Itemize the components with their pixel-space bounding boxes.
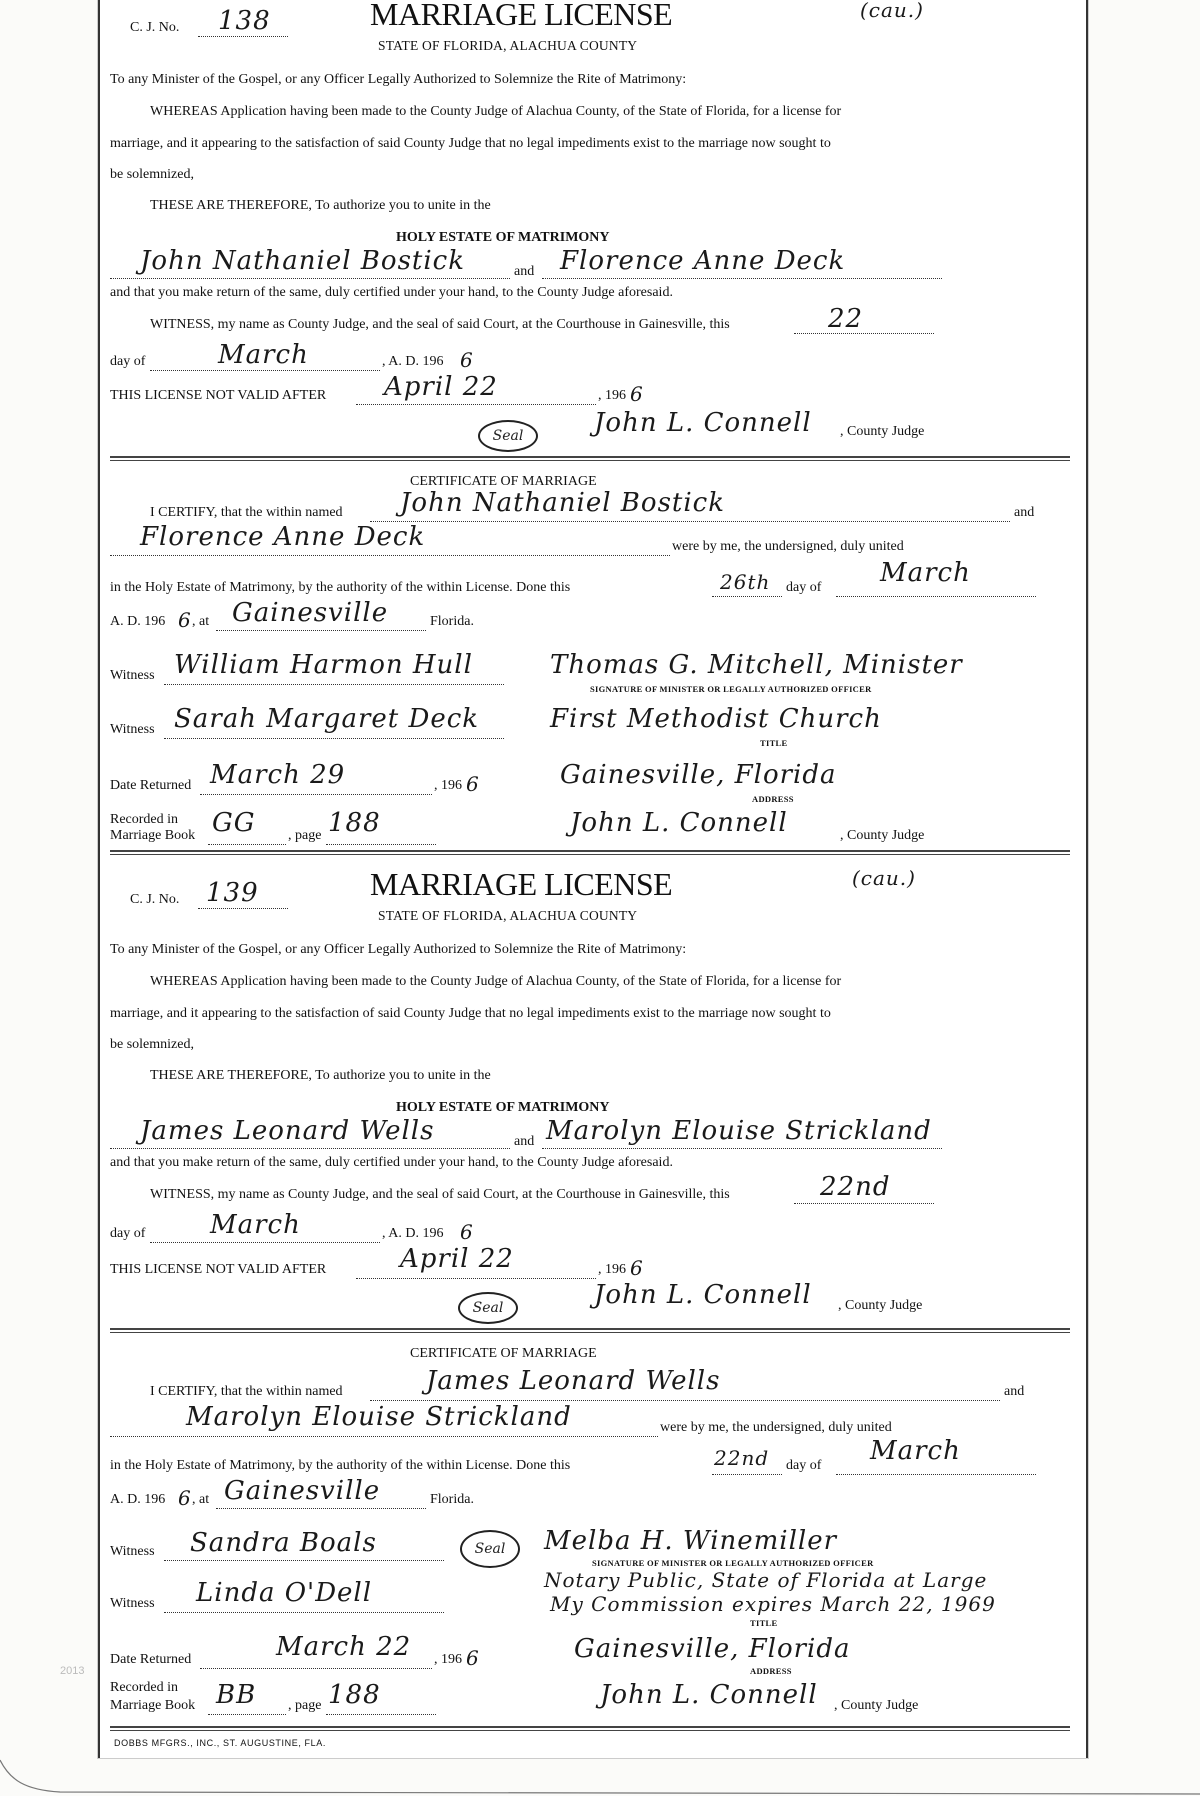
license-title-2: MARRIAGE LICENSE — [370, 866, 673, 902]
at-label-2: , at — [192, 1492, 210, 1507]
certify-label: I CERTIFY, that the within named — [150, 505, 343, 520]
bride-name: Florence Anne Deck — [560, 246, 846, 276]
address-caption-2: ADDRESS — [750, 1666, 792, 1676]
title-caption-2: TITLE — [750, 1618, 778, 1628]
witness1-label-2: Witness — [110, 1544, 155, 1559]
return-line: and that you make return of the same, duly certified under your hand, to the County Judge aforesaid. — [110, 285, 673, 300]
whereas-line-1: WHEREAS Application having been made to the County Judge of Alachua County, of the State of Florida, for a license for — [150, 104, 842, 119]
done-month-line-2 — [836, 1474, 1036, 1475]
place-line — [216, 630, 426, 631]
witness2: Sarah Margaret Deck — [174, 704, 480, 734]
therefore-line: THESE ARE THEREFORE, To authorize you to unite in the — [150, 198, 491, 213]
year-digit-2: 6 — [460, 1220, 474, 1244]
county-judge-label: , County Judge — [840, 424, 925, 439]
address-value: Gainesville, Florida — [560, 760, 837, 790]
recorded-in-2: Recorded in — [110, 1680, 179, 1695]
returned-year-prefix-2: , 196 — [434, 1652, 462, 1667]
witness2-label-2: Witness — [110, 1596, 155, 1611]
side-watermark: 2013 — [60, 1665, 85, 1677]
page-line-2 — [326, 1714, 436, 1715]
corner-note: (cau.) — [860, 0, 924, 22]
witness1-label: Witness — [110, 668, 155, 683]
recorded-in: Recorded in — [110, 812, 179, 827]
not-valid-line — [356, 404, 596, 405]
title-caption: TITLE — [760, 738, 788, 748]
witness2-2: Linda O'Dell — [196, 1578, 373, 1608]
not-valid-year-prefix-2: , 196 — [598, 1262, 626, 1277]
florida-label: Florida. — [430, 614, 474, 629]
license-subtitle: STATE OF FLORIDA, ALACHUA COUNTY — [378, 38, 638, 53]
done-day-line — [712, 596, 782, 597]
bride-line-2 — [542, 1148, 942, 1149]
ad-label-2: , A. D. 196 — [382, 1226, 444, 1241]
whereas-line-2: marriage, and it appearing to the satisfaction of said County Judge that no legal impediments exist to the marriage now sought to — [110, 136, 831, 151]
cert-judge-signature: John L. Connell — [570, 808, 788, 838]
and-word-2: and — [514, 1134, 535, 1149]
cert-year-digit: 6 — [178, 608, 192, 632]
place: Gainesville — [232, 598, 389, 628]
not-valid-label: THIS LICENSE NOT VALID AFTER — [110, 388, 327, 403]
were-united: were by me, the undersigned, duly united — [672, 539, 904, 554]
page-label-2: , page — [288, 1698, 322, 1713]
book-value: GG — [212, 808, 256, 838]
witness2-line — [164, 738, 504, 739]
cert-and-2: and — [1004, 1384, 1025, 1399]
page-curl-edge — [0, 1720, 1200, 1796]
witness-day-2: 22nd — [820, 1172, 891, 1202]
place-line-2 — [216, 1508, 426, 1509]
month-line — [150, 370, 380, 371]
day-of-2: day of — [786, 1458, 822, 1473]
return-line-2: and that you make return of the same, duly certified under your hand, to the County Judge aforesaid. — [110, 1155, 673, 1170]
at-label: , at — [192, 614, 210, 629]
holy-estate-line: in the Holy Estate of Matrimony, by the authority of the within License. Done this — [110, 580, 571, 595]
done-day-line-2 — [712, 1474, 782, 1475]
groom-line — [110, 278, 510, 279]
were-united-2: were by me, the undersigned, duly united — [660, 1420, 892, 1435]
cert-groom-line-2 — [370, 1400, 1000, 1401]
day-of-label: day of — [110, 354, 146, 369]
whereas-line-3-2: be solemnized, — [110, 1037, 194, 1052]
whereas-line-2-2: marriage, and it appearing to the satisfaction of said County Judge that no legal impediments exist to the marriage now sought to — [110, 1006, 831, 1021]
cj-number-2: 139 — [206, 878, 259, 908]
county-judge-label-2: , County Judge — [838, 1298, 923, 1313]
witness1-2: Sandra Boals — [190, 1528, 377, 1558]
cert-groom: John Nathaniel Bostick — [400, 488, 725, 518]
seal-stamp: Seal — [478, 420, 538, 452]
witness2-label: Witness — [110, 722, 155, 737]
marriage-book-2: Marriage Book — [110, 1698, 196, 1713]
month-line-2 — [150, 1242, 380, 1243]
cert-county-judge-label: , County Judge — [840, 828, 925, 843]
whereas-line-1-2: WHEREAS Application having been made to the County Judge of Alachua County, of the State of Florida, for a license for — [150, 974, 842, 989]
cert-ad-label-2: A. D. 196 — [110, 1492, 166, 1507]
cert-bride: Florence Anne Deck — [140, 522, 426, 552]
groom-name-2: James Leonard Wells — [140, 1116, 435, 1146]
seal-stamp-2: Seal — [458, 1292, 518, 1324]
groom-name: John Nathaniel Bostick — [140, 246, 465, 276]
holy-estate-line-2: in the Holy Estate of Matrimony, by the authority of the within License. Done this — [110, 1458, 571, 1473]
cj-label-2: C. J. No. — [130, 892, 180, 907]
title-value-line-1: Notary Public, State of Florida at Large — [544, 1568, 988, 1592]
witness1: William Harmon Hull — [174, 650, 473, 680]
page-value: 188 — [328, 808, 381, 838]
witness1-line — [164, 684, 504, 685]
done-month-2: March — [870, 1436, 961, 1466]
address-line: To any Minister of the Gospel, or any Officer Legally Authorized to Solemnize the Rite of Matrimony: — [110, 72, 687, 87]
page-label: , page — [288, 828, 322, 843]
cert-year-digit-2: 6 — [178, 1486, 192, 1510]
not-valid-year-digit: 6 — [630, 382, 644, 406]
and-word: and — [514, 264, 535, 279]
day-of-label-2: day of — [110, 1226, 146, 1241]
place-2: Gainesville — [224, 1476, 381, 1506]
seal-stamp-3: Seal — [460, 1530, 520, 1568]
witness-day-line-2 — [794, 1203, 934, 1204]
month: March — [218, 340, 309, 370]
returned-year-prefix: , 196 — [434, 778, 462, 793]
officer-signature-2: Melba H. Winemiller — [544, 1526, 838, 1556]
book-value-2: BB — [216, 1680, 257, 1710]
cert-ad-label: A. D. 196 — [110, 614, 166, 629]
cert-bride-line — [110, 555, 670, 556]
title-value: First Methodist Church — [550, 704, 882, 734]
not-valid-line-2 — [356, 1278, 596, 1279]
witness-line: WITNESS, my name as County Judge, and the seal of said Court, at the Courthouse in Gainesville, this — [150, 317, 730, 332]
done-day-2: 22nd — [714, 1446, 770, 1470]
florida-label-2: Florida. — [430, 1492, 474, 1507]
officer-signature: Thomas G. Mitchell, Minister — [550, 650, 963, 680]
book-line-2 — [208, 1714, 286, 1715]
done-month: March — [880, 558, 971, 588]
cert-groom-line — [370, 521, 1010, 522]
done-month-line — [836, 596, 1036, 597]
book-line — [208, 844, 286, 845]
corner-note-2: (cau.) — [852, 866, 916, 890]
witness2-line-2 — [164, 1612, 444, 1613]
cj-label: C. J. No. — [130, 20, 180, 35]
ad-label: , A. D. 196 — [382, 354, 444, 369]
date-returned-label: Date Returned — [110, 778, 192, 793]
date-returned-label-2: Date Returned — [110, 1652, 192, 1667]
page-line — [326, 844, 436, 845]
witness-day-line — [794, 333, 934, 334]
cj-line-2 — [198, 908, 288, 909]
not-valid-date-2: April 22 — [400, 1244, 514, 1274]
date-returned-line-2 — [200, 1668, 432, 1669]
returned-year-digit-2: 6 — [466, 1646, 480, 1670]
date-returned-2: March 22 — [276, 1632, 412, 1662]
month-2: March — [210, 1210, 301, 1240]
cj-number: 138 — [218, 6, 271, 36]
cert-groom-2: James Leonard Wells — [426, 1366, 721, 1396]
license-subtitle-2: STATE OF FLORIDA, ALACHUA COUNTY — [378, 908, 638, 923]
cert-and: and — [1014, 505, 1035, 520]
date-returned-line — [200, 794, 432, 795]
officer-caption-2: SIGNATURE OF MINISTER OR LEGALLY AUTHORIZED OFFICER — [592, 1558, 874, 1568]
officer-caption: SIGNATURE OF MINISTER OR LEGALLY AUTHORIZED OFFICER — [590, 684, 872, 694]
license-title: MARRIAGE LICENSE — [370, 0, 673, 32]
cj-line — [198, 36, 288, 37]
address-value-2: Gainesville, Florida — [574, 1634, 851, 1664]
not-valid-label-2: THIS LICENSE NOT VALID AFTER — [110, 1262, 327, 1277]
license-page — [98, 0, 1088, 1758]
title-value-line-2: My Commission expires March 22, 1969 — [550, 1592, 996, 1616]
section-divider — [110, 456, 1070, 461]
done-day: 26th — [720, 570, 771, 594]
judge-signature: John L. Connell — [594, 408, 812, 438]
marriage-book: Marriage Book — [110, 828, 196, 843]
not-valid-date: April 22 — [384, 372, 498, 402]
page-value-2: 188 — [328, 1680, 381, 1710]
printer-footer: DOBBS MFGRS., INC., ST. AUGUSTINE, FLA. — [114, 1738, 326, 1748]
witness-line-2: WITNESS, my name as County Judge, and the seal of said Court, at the Courthouse in Gainesville, this — [150, 1187, 730, 1202]
not-valid-year-prefix: , 196 — [598, 388, 626, 403]
section-divider-2 — [110, 1328, 1070, 1333]
therefore-line-2: THESE ARE THEREFORE, To authorize you to unite in the — [150, 1068, 491, 1083]
holy-estate-heading: HOLY ESTATE OF MATRIMONY — [396, 230, 610, 245]
address-caption: ADDRESS — [752, 794, 794, 804]
cert-county-judge-label-2: , County Judge — [834, 1698, 919, 1713]
address-line-2: To any Minister of the Gospel, or any Officer Legally Authorized to Solemnize the Rite of Matrimony: — [110, 942, 687, 957]
holy-estate-heading-2: HOLY ESTATE OF MATRIMONY — [396, 1100, 610, 1115]
judge-signature-2: John L. Connell — [594, 1280, 812, 1310]
witness1-line-2 — [164, 1560, 444, 1561]
day-of: day of — [786, 580, 822, 595]
witness-day: 22 — [828, 304, 864, 334]
record-divider — [110, 850, 1070, 855]
groom-line-2 — [110, 1148, 510, 1149]
bride-name-2: Marolyn Elouise Strickland — [546, 1116, 932, 1146]
bride-line — [542, 278, 942, 279]
cert-judge-signature-2: John L. Connell — [600, 1680, 818, 1710]
year-digit: 6 — [460, 348, 474, 372]
certificate-title: CERTIFICATE OF MARRIAGE — [410, 474, 597, 489]
cert-bride-line-2 — [110, 1436, 658, 1437]
cert-bride-2: Marolyn Elouise Strickland — [186, 1402, 572, 1432]
certificate-title-2: CERTIFICATE OF MARRIAGE — [410, 1346, 597, 1361]
certify-label-2: I CERTIFY, that the within named — [150, 1384, 343, 1399]
returned-year-digit: 6 — [466, 772, 480, 796]
not-valid-year-digit-2: 6 — [630, 1256, 644, 1280]
whereas-line-3: be solemnized, — [110, 167, 194, 182]
date-returned: March 29 — [210, 760, 346, 790]
